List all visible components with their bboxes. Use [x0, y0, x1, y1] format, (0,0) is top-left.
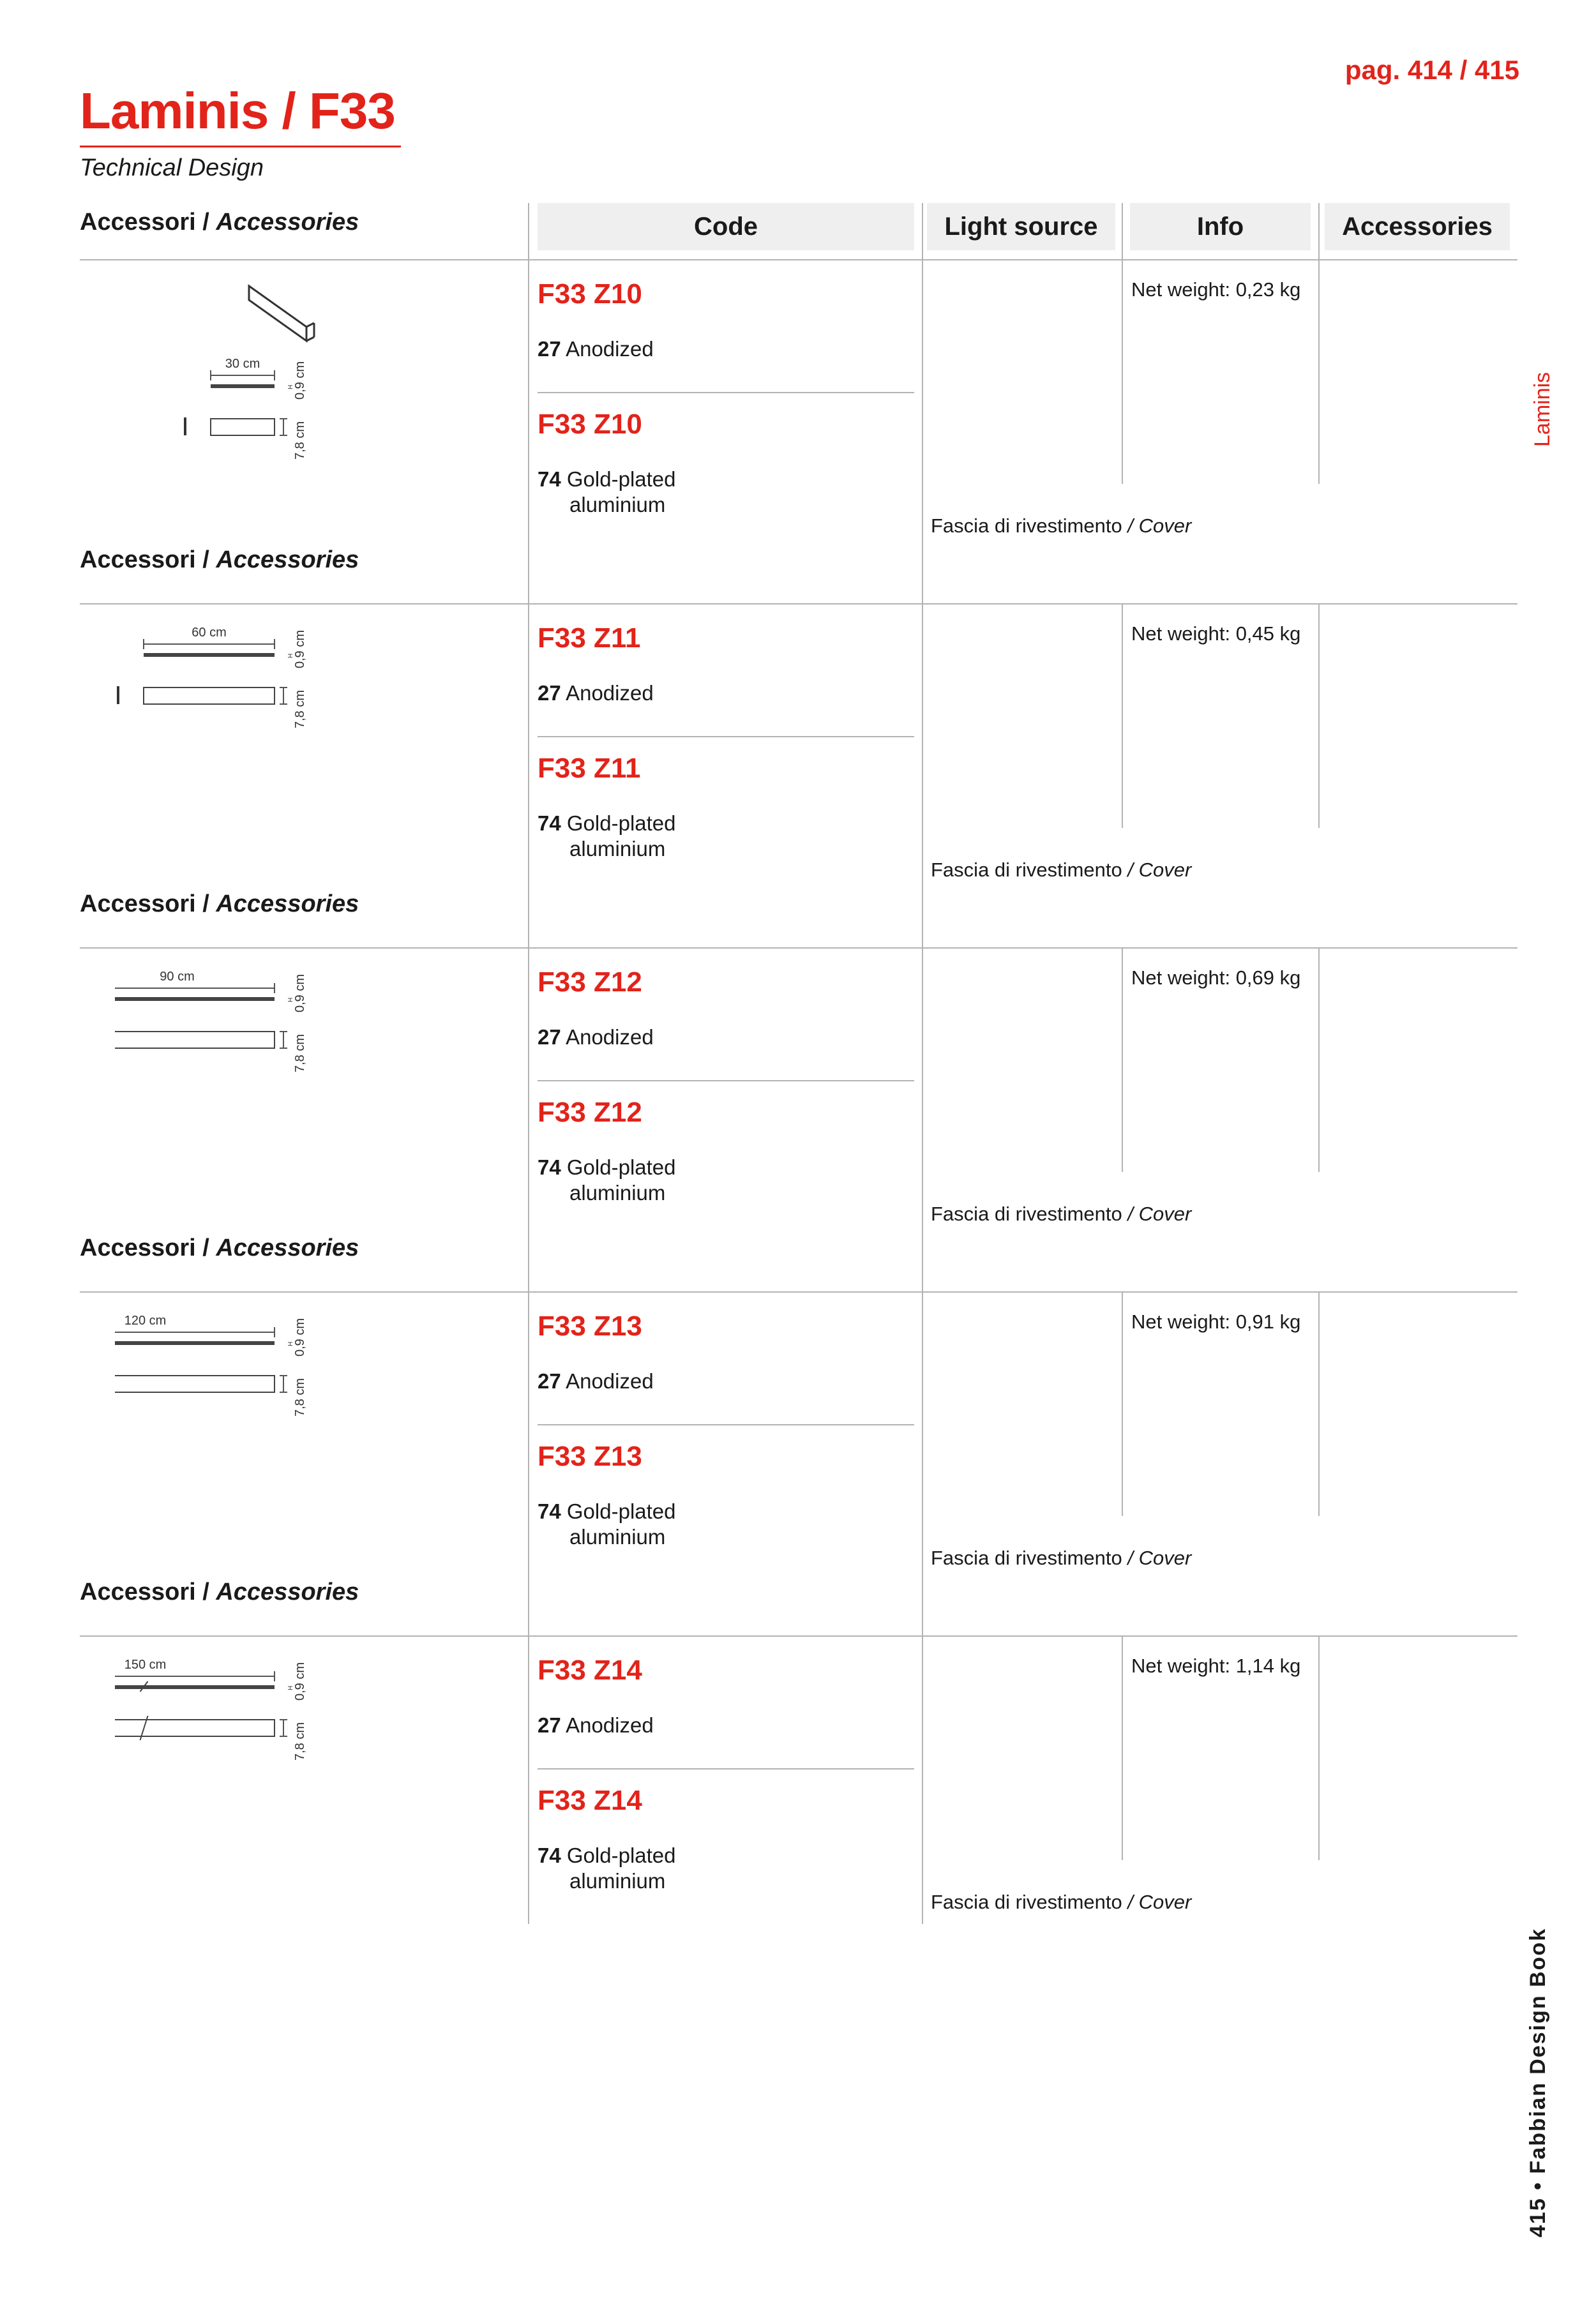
length-label: 30 cm [225, 357, 260, 371]
cover-label-it: Fascia di rivestimento [931, 515, 1122, 537]
height-mark: H [287, 653, 294, 658]
profile-bar [115, 1685, 275, 1689]
finish-option [538, 681, 654, 705]
info-column-divider [1122, 949, 1123, 1172]
finish-name-line2: aluminium [569, 1525, 666, 1549]
accessories-column-divider [1318, 260, 1320, 484]
height-label: 0,9 cm [293, 361, 307, 400]
product-code: F33 Z11 [538, 753, 641, 784]
depth-label: 7,8 cm [293, 689, 307, 728]
finish-name: Gold-plated [566, 811, 676, 835]
perspective-edge [306, 323, 314, 327]
code-separator [538, 1080, 914, 1081]
code-separator [538, 736, 914, 737]
product-code: F33 Z12 [538, 966, 642, 998]
product-code: F33 Z13 [538, 1441, 642, 1472]
finish-number: 74 [538, 1155, 561, 1179]
accessories-column-divider [1318, 1293, 1320, 1516]
finish-option [538, 1844, 676, 1868]
page-title: Laminis / F33 [80, 82, 395, 139]
finish-name: Anodized [566, 1713, 654, 1737]
section-label-it: Accessori / [80, 209, 216, 236]
accessories-heading-en: Accessories [216, 890, 359, 917]
product-row [0, 260, 1596, 605]
cover-label-en: / Cover [1127, 515, 1192, 537]
accessories-heading [80, 1579, 359, 1606]
finish-name: Anodized [566, 1369, 654, 1393]
finish-number: 27 [538, 1025, 561, 1049]
page-subtitle: Technical Design [80, 154, 264, 181]
product-code: F33 Z14 [538, 1655, 642, 1686]
profile-bar [211, 384, 275, 388]
net-weight: Net weight: 1,14 kg [1131, 1655, 1301, 1677]
length-label: 150 cm [124, 1658, 167, 1672]
finish-name-line2: aluminium [569, 493, 666, 516]
column-header-info: Info [1130, 203, 1311, 250]
technical-drawing [115, 1648, 447, 1856]
finish-option [538, 811, 676, 836]
perspective-edge [306, 337, 314, 341]
technical-drawing [115, 1304, 447, 1512]
info-column-divider [1122, 260, 1123, 484]
accessories-heading-en: Accessories [216, 1235, 359, 1261]
dimension-drawing [115, 616, 447, 820]
product-code: F33 Z10 [538, 409, 642, 440]
cover-description [931, 1203, 1191, 1226]
cover-label-it: Fascia di rivestimento [931, 1547, 1122, 1569]
profile-outline [115, 1376, 275, 1392]
code-separator [538, 1424, 914, 1425]
finish-option [538, 1025, 654, 1049]
profile-outline [211, 419, 275, 435]
depth-label: 7,8 cm [293, 421, 307, 460]
finish-number: 27 [538, 1369, 561, 1393]
column-header-accessories: Accessories [1325, 203, 1510, 250]
accessories-column-divider [1318, 605, 1320, 828]
info-column-divider [1122, 605, 1123, 828]
finish-option [538, 467, 676, 492]
finish-option [538, 1369, 654, 1394]
length-label: 90 cm [160, 970, 195, 984]
dimension-drawing [115, 960, 447, 1164]
finish-name: Anodized [566, 681, 654, 705]
accessories-heading [80, 890, 359, 918]
accessories-heading-it: Accessori / [80, 1579, 216, 1605]
finish-option [538, 337, 654, 361]
finish-number: 27 [538, 681, 561, 705]
depth-label: 7,8 cm [293, 1722, 307, 1761]
cover-label-en: / Cover [1127, 1547, 1192, 1569]
dimension-drawing [115, 1648, 447, 1852]
finish-name: Gold-plated [566, 467, 676, 491]
column-divider [1318, 203, 1320, 259]
finish-name-line2: aluminium [569, 1181, 666, 1205]
product-code: F33 Z12 [538, 1097, 642, 1128]
finish-option [538, 1713, 654, 1738]
perspective-sketch [249, 286, 306, 341]
finish-number: 74 [538, 1844, 561, 1867]
height-label: 0,9 cm [293, 1662, 307, 1701]
profile-bar [144, 653, 275, 657]
length-label: 60 cm [192, 626, 227, 640]
finish-option [538, 1499, 676, 1524]
profile-outline [115, 1032, 275, 1048]
accessories-heading [80, 1235, 359, 1262]
column-header-code: Code [538, 203, 914, 250]
title-underline [80, 146, 401, 147]
accessories-heading-it: Accessori / [80, 890, 216, 917]
cover-label-en: / Cover [1127, 1203, 1192, 1225]
column-divider [922, 203, 923, 259]
length-label: 120 cm [124, 1314, 167, 1328]
product-row [0, 1637, 1596, 1981]
finish-name: Gold-plated [566, 1155, 676, 1179]
code-separator [538, 392, 914, 393]
column-divider [1122, 203, 1123, 259]
profile-bar [115, 1341, 275, 1345]
dimension-drawing [115, 1304, 447, 1508]
finish-name-line2: aluminium [569, 1869, 666, 1893]
depth-label: 7,8 cm [293, 1033, 307, 1072]
product-code: F33 Z10 [538, 278, 642, 310]
height-mark: H [287, 1341, 294, 1346]
finish-name-line2: aluminium [569, 837, 666, 860]
accessories-heading-en: Accessories [216, 546, 359, 573]
finish-number: 74 [538, 811, 561, 835]
product-code: F33 Z11 [538, 622, 641, 654]
cover-description [931, 1891, 1191, 1914]
profile-bar [115, 997, 275, 1001]
product-code: F33 Z14 [538, 1785, 642, 1816]
cover-description [931, 859, 1191, 882]
profile-outline [144, 687, 275, 704]
page-reference: pag. 414 / 415 [1344, 55, 1519, 85]
height-mark: H [287, 997, 294, 1002]
accessories-heading [80, 546, 359, 574]
accessories-heading-it: Accessori / [80, 546, 216, 573]
net-weight: Net weight: 0,23 kg [1131, 278, 1301, 301]
accessories-column-divider [1318, 949, 1320, 1172]
product-row [0, 605, 1596, 949]
info-column-divider [1122, 1293, 1123, 1516]
finish-number: 27 [538, 337, 561, 361]
technical-drawing [115, 616, 447, 823]
cover-label-en: / Cover [1127, 1891, 1192, 1913]
finish-name: Anodized [566, 337, 654, 361]
product-row [0, 1293, 1596, 1637]
net-weight: Net weight: 0,91 kg [1131, 1311, 1301, 1333]
cover-label-it: Fascia di rivestimento [931, 1891, 1122, 1913]
book-footer-label: 415 • Fabbian Design Book [1526, 1927, 1550, 2237]
cover-label-it: Fascia di rivestimento [931, 859, 1122, 881]
code-separator [538, 1768, 914, 1769]
height-label: 0,9 cm [293, 973, 307, 1012]
cover-label-en: / Cover [1127, 859, 1192, 881]
cover-label-it: Fascia di rivestimento [931, 1203, 1122, 1225]
cover-description [931, 515, 1191, 537]
net-weight: Net weight: 0,45 kg [1131, 622, 1301, 645]
side-tab-label: Laminis [1530, 372, 1555, 447]
height-label: 0,9 cm [293, 1318, 307, 1356]
info-column-divider [1122, 1637, 1123, 1860]
cover-description [931, 1547, 1191, 1570]
column-header-light-source: Light source [927, 203, 1115, 250]
height-mark: H [287, 384, 294, 389]
finish-number: 74 [538, 467, 561, 491]
accessories-column-divider [1318, 1637, 1320, 1860]
accessories-heading-en: Accessories [216, 1579, 359, 1605]
finish-number: 74 [538, 1499, 561, 1523]
net-weight: Net weight: 0,69 kg [1131, 966, 1301, 989]
product-row [0, 949, 1596, 1293]
product-code: F33 Z13 [538, 1311, 642, 1342]
section-label-en: Accessories [216, 209, 359, 236]
column-divider [528, 203, 529, 259]
profile-outline [115, 1720, 275, 1736]
height-mark: H [287, 1685, 294, 1690]
technical-drawing [115, 272, 447, 479]
technical-drawing [115, 960, 447, 1168]
section-label [80, 209, 359, 236]
dimension-drawing [115, 272, 447, 476]
finish-number: 27 [538, 1713, 561, 1737]
depth-label: 7,8 cm [293, 1378, 307, 1416]
finish-name: Gold-plated [566, 1844, 676, 1867]
height-label: 0,9 cm [293, 629, 307, 668]
finish-name: Anodized [566, 1025, 654, 1049]
accessories-heading-it: Accessori / [80, 1235, 216, 1261]
finish-name: Gold-plated [566, 1499, 676, 1523]
finish-option [538, 1155, 676, 1180]
